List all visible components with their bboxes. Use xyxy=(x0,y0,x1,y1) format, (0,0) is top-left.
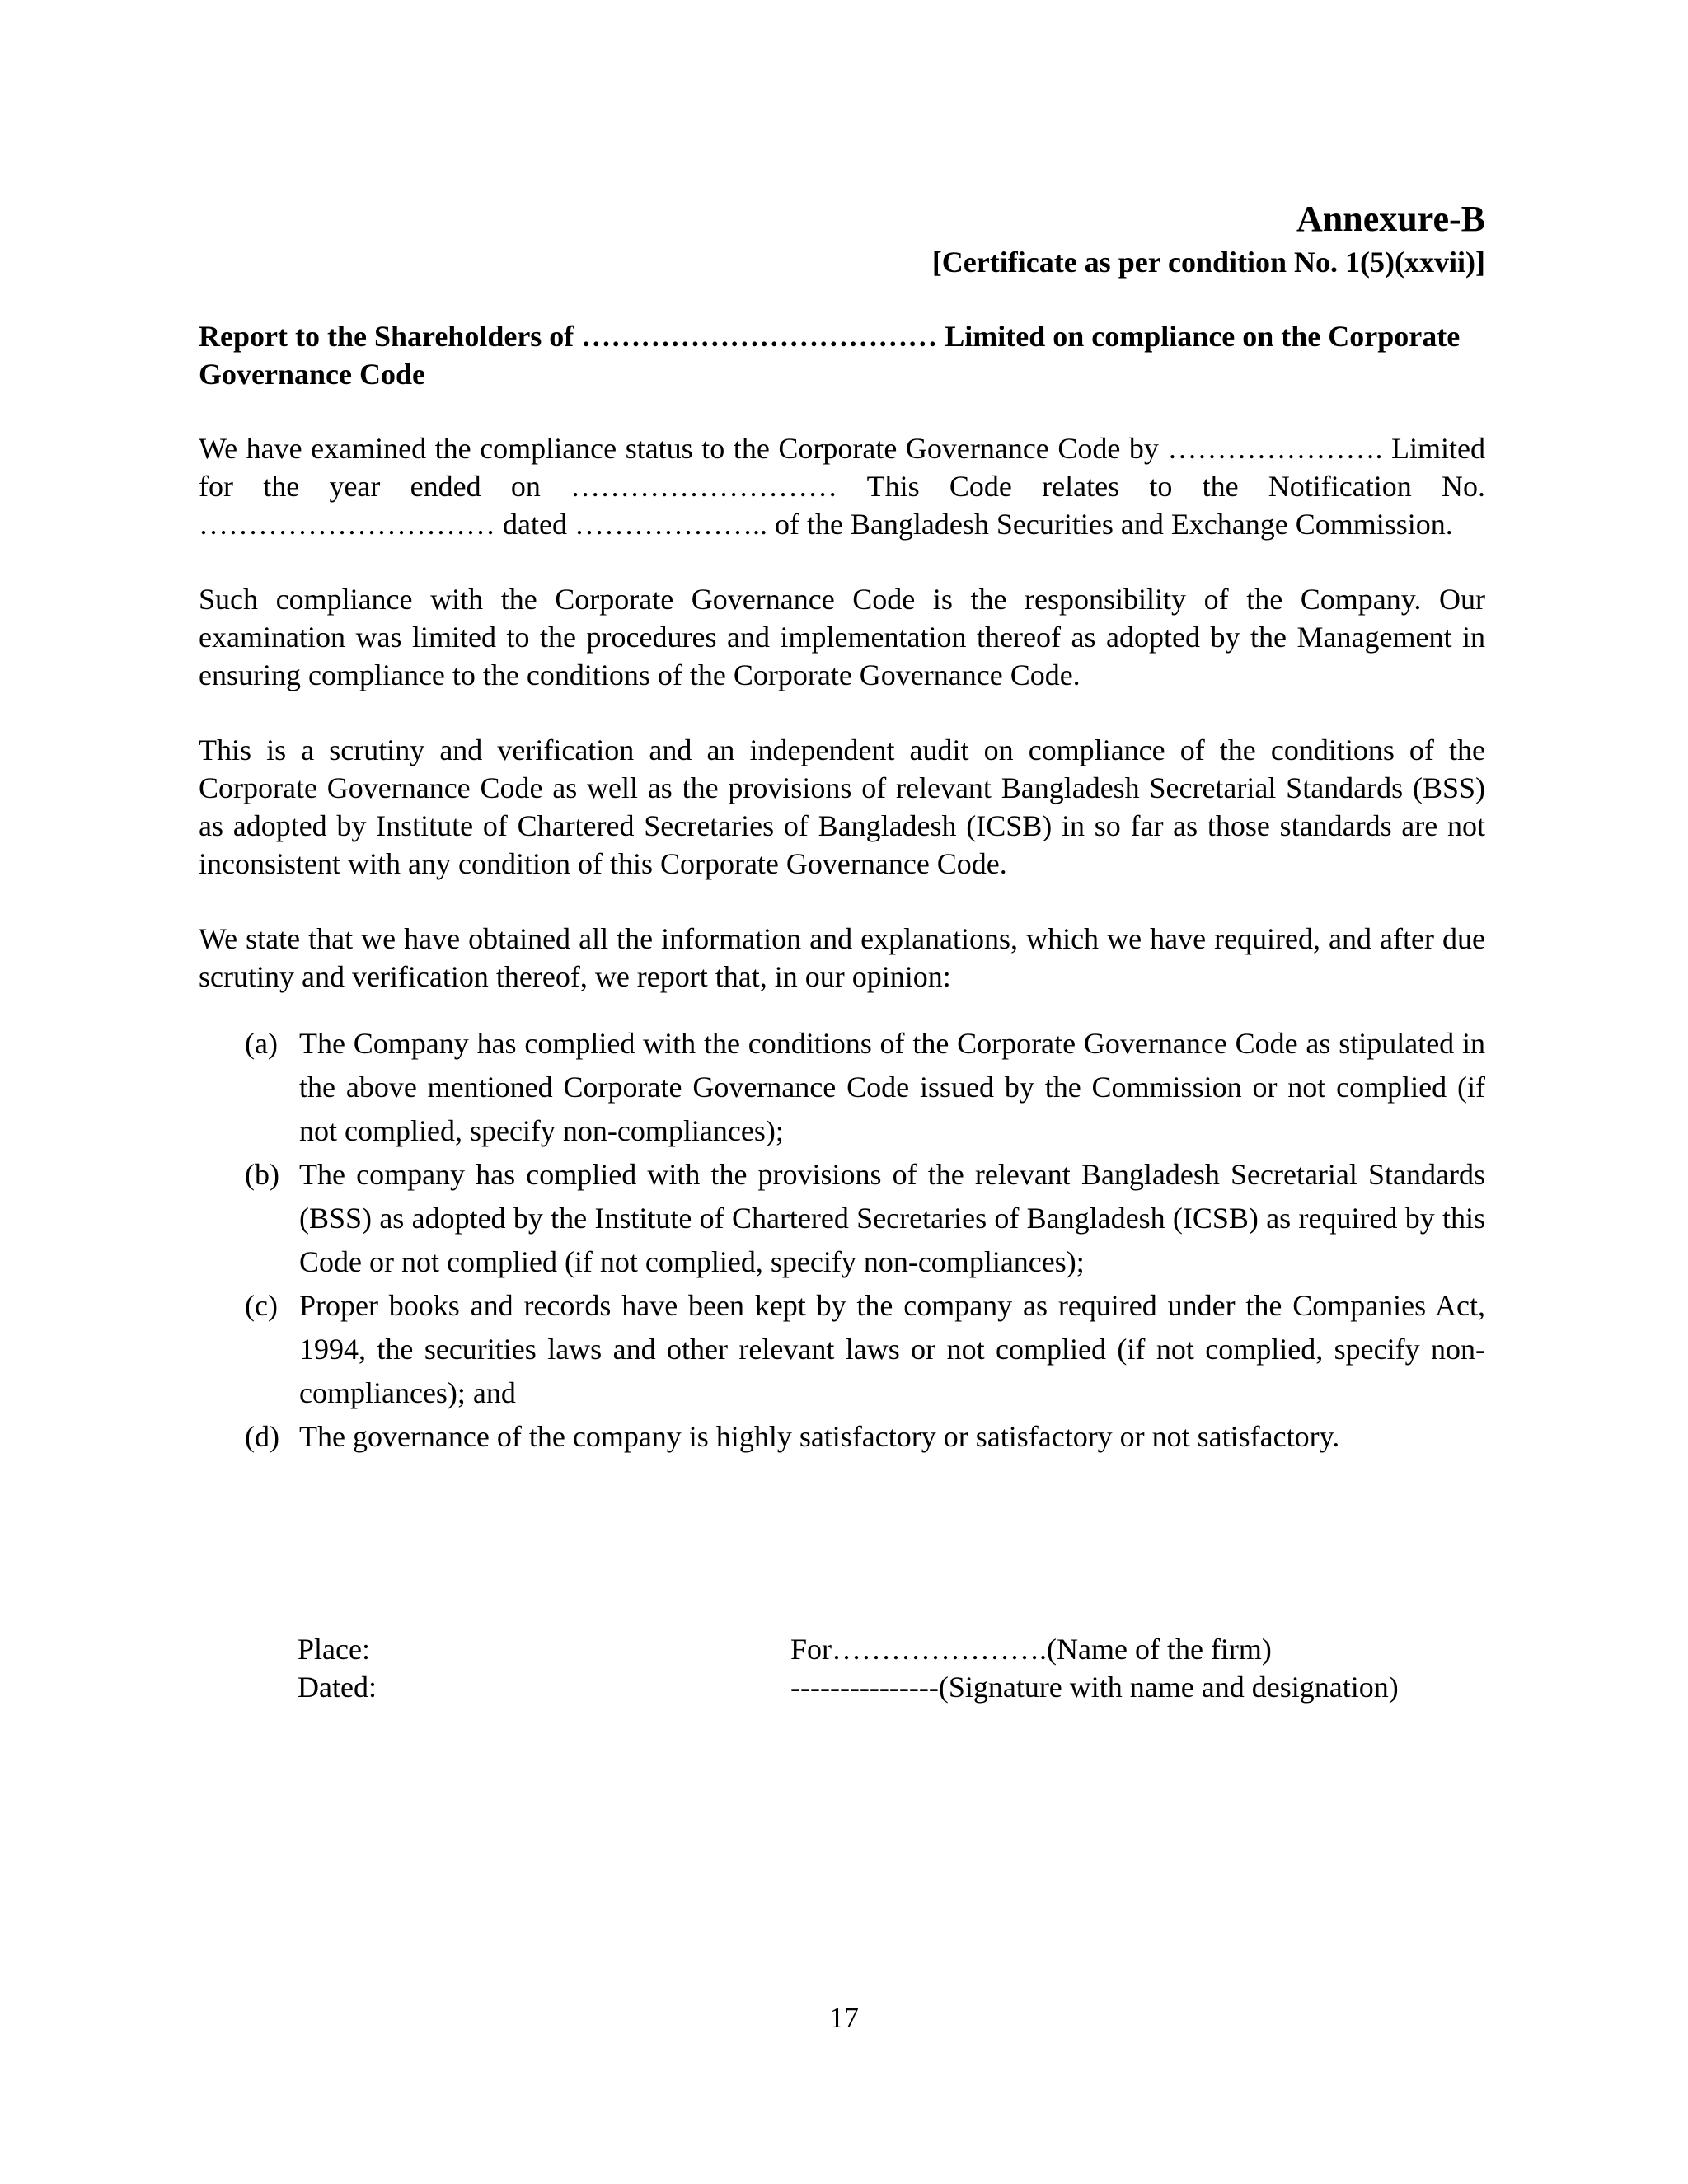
list-item-text: The Company has complied with the conditions of the Corporate Governance Code as stipulated in the above mentioned Corporate Governance Code issued by the Commission or not complied (if not complied, specify non-compliances); xyxy=(299,1027,1485,1147)
dated-label: Dated: xyxy=(298,1671,377,1704)
list-item xyxy=(199,1415,1485,1459)
signature-line: ---------------(Signature with name and designation) xyxy=(790,1671,1399,1704)
place-label: Place: xyxy=(298,1633,370,1666)
firm-name-line: For………………….(Name of the firm) xyxy=(790,1633,1272,1666)
list-marker: (b) xyxy=(245,1158,279,1191)
list-marker: (c) xyxy=(245,1289,278,1322)
report-body xyxy=(199,317,1485,1459)
paragraph-scrutiny: This is a scrutiny and verification and an independent audit on compliance of the conditions of the Corporate Governance Code as well as the provisions of relevant Bangladesh Secretarial Standards (BSS) as adopted by Institute of Chartered Secretaries of Bangladesh (ICSB) in so far as those standards are not inconsistent with any condition of this Corporate Governance Code. xyxy=(199,733,1485,880)
list-marker: (d) xyxy=(245,1420,279,1453)
list-item-text: Proper books and records have been kept by the company as required under the Companies Act, 1994, the securities laws and other relevant laws or not complied (if not complied, specify non-compliances); and xyxy=(299,1289,1485,1409)
certificate-reference: [Certificate as per condition No. 1(5)(xxvii)] xyxy=(931,246,1485,279)
annexure-title: Annexure-B xyxy=(1296,199,1485,239)
opinion-list xyxy=(199,1022,1485,1459)
list-item-text: The company has complied with the provisions of the relevant Bangladesh Secretarial Standards (BSS) as adopted by the Institute of Chartered Secretaries of Bangladesh (ICSB) as required by this Code or not complied (if not complied, specify non-compliances); xyxy=(299,1158,1485,1278)
list-item-text: The governance of the company is highly satisfactory or satisfactory or not satisfactory. xyxy=(299,1420,1340,1453)
list-item xyxy=(199,1022,1485,1153)
list-item xyxy=(199,1153,1485,1284)
paragraph-responsibility: Such compliance with the Corporate Governance Code is the responsibility of the Company. Our examination was limited to the procedures and implementation thereof as adopted by the Management in ensuring compliance to the conditions of the Corporate Governance Code. xyxy=(199,583,1485,691)
paragraph-examination: We have examined the compliance status to the Corporate Governance Code by …………………. Limited for the year ended on ……………………… This Code relates to the Notification No. ………………………… dated ……………….. of the Bangladesh Securities and Exchange Commission. xyxy=(199,432,1485,541)
paragraph-opinion-intro: We state that we have obtained all the information and explanations, which we have required, and after due scrutiny and verification thereof, we report that, in our opinion: xyxy=(199,922,1485,993)
report-title: Report to the Shareholders of ……………………………… Limited on compliance on the Corporate Governance Code xyxy=(199,320,1461,391)
page-number: 17 xyxy=(829,2001,859,2034)
list-marker: (a) xyxy=(245,1027,278,1060)
list-item xyxy=(199,1284,1485,1415)
